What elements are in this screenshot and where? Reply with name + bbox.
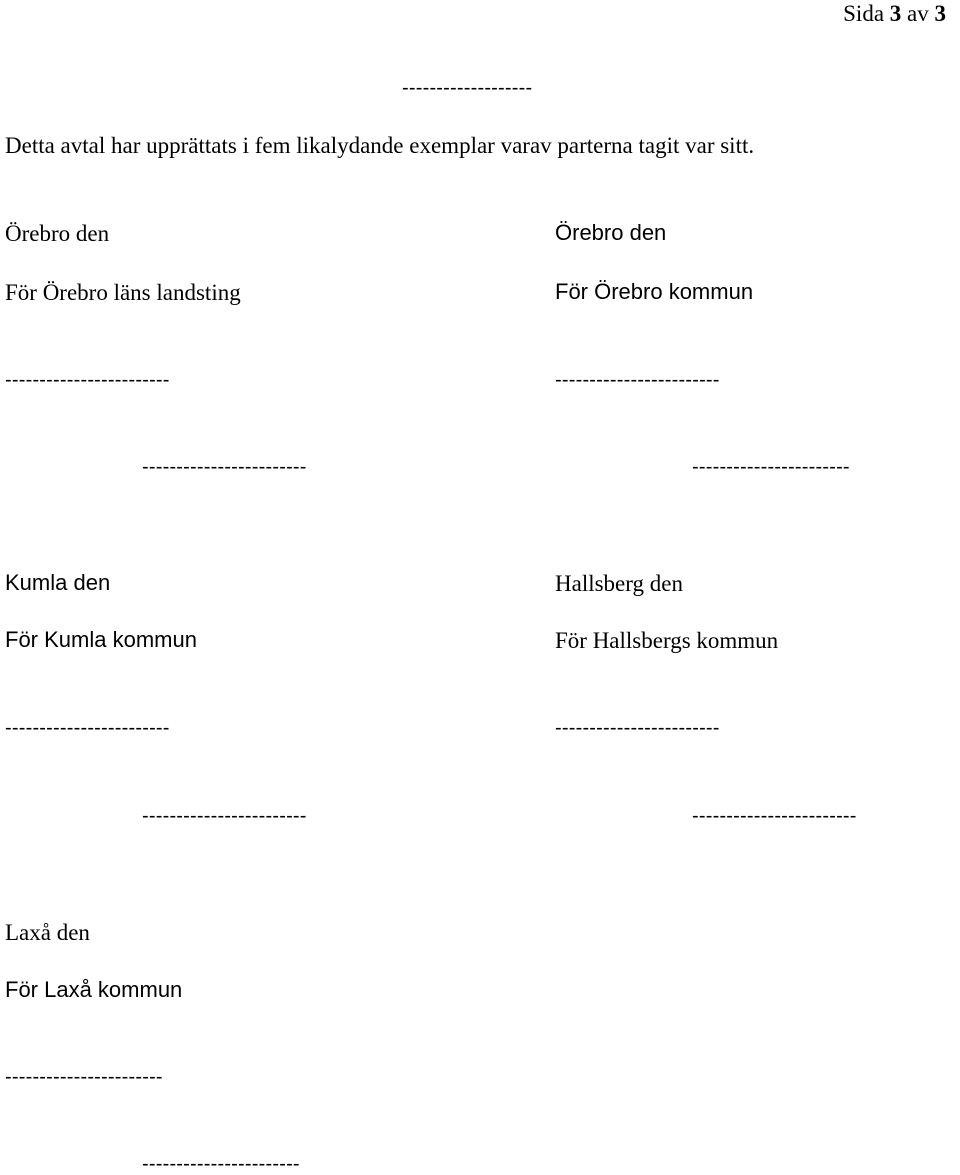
name-clarification-line: ------------------------ <box>142 456 307 478</box>
party-label: För Kumla kommun <box>5 627 197 652</box>
party-label: För Laxå kommun <box>5 977 183 1002</box>
place-date-label: Kumla den <box>5 570 111 595</box>
intro-text: Detta avtal har upprättats i fem likalydande exemplar varav parterna tagit var sitt. <box>5 133 755 158</box>
top-rule: ------------------- <box>402 77 533 99</box>
name-clarification-line: ------------------------ <box>142 805 307 827</box>
signature-line: ------------------------ <box>5 717 170 739</box>
place-date-label: Hallsberg den <box>555 571 683 596</box>
place-date-label: Örebro den <box>5 221 110 246</box>
name-clarification-line: ------------------------ <box>692 805 857 827</box>
party-label: För Örebro läns landsting <box>5 280 241 305</box>
party-label: För Örebro kommun <box>555 279 754 304</box>
page-separator: av <box>907 1 929 26</box>
place-date-label: Laxå den <box>5 920 90 945</box>
page-prefix: Sida <box>843 1 885 26</box>
page-total: 3 <box>934 1 946 26</box>
name-clarification-line: ----------------------- <box>142 1153 300 1175</box>
name-clarification-line: ----------------------- <box>692 456 850 478</box>
party-label: För Hallsbergs kommun <box>555 628 779 653</box>
signature-line: ------------------------ <box>555 717 720 739</box>
signature-line: ------------------------ <box>5 369 170 391</box>
signature-line: ------------------------ <box>555 369 720 391</box>
page-current: 3 <box>889 1 902 26</box>
signature-line: ----------------------- <box>5 1066 163 1088</box>
page-indicator <box>843 2 946 25</box>
place-date-label: Örebro den <box>555 220 667 245</box>
